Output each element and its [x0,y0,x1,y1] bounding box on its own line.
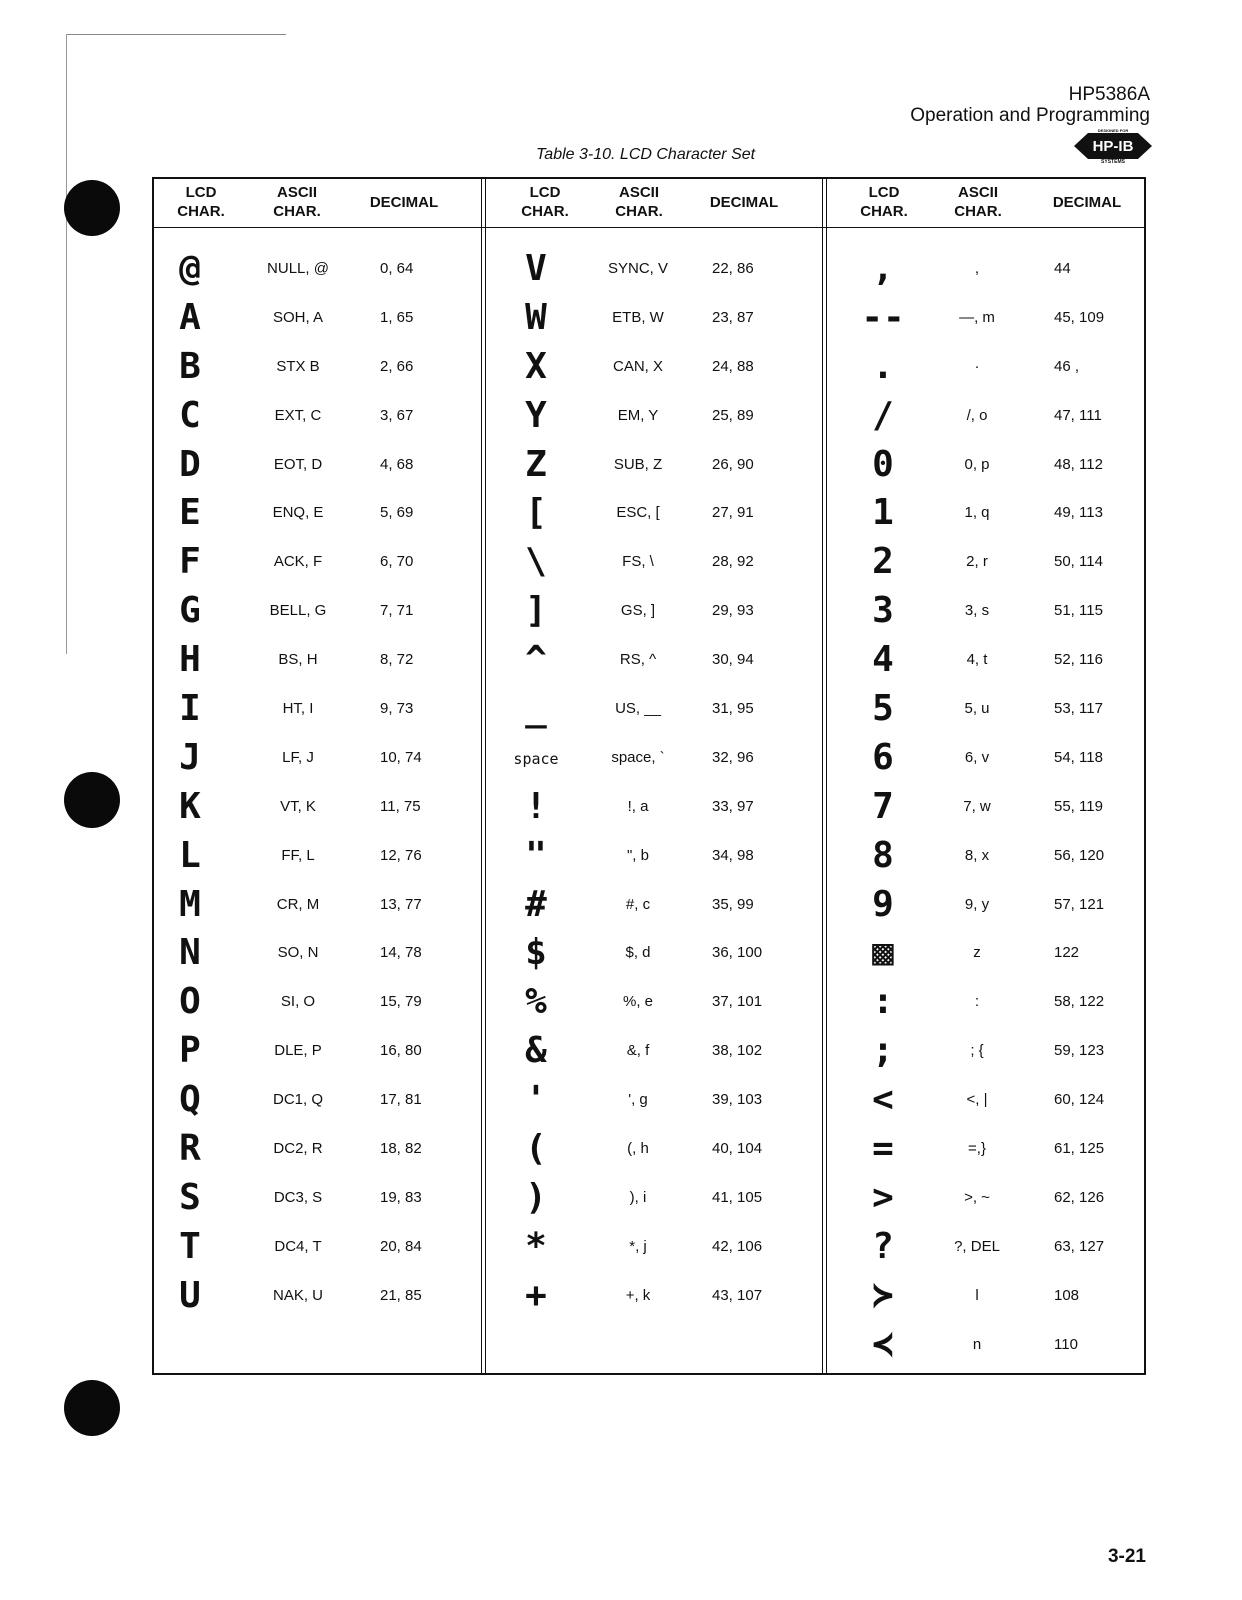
decimal-value: 43, 107 [712,1286,763,1304]
punch-hole [64,1380,120,1436]
ascii-char: 8, x [964,846,990,864]
ascii-char: *, j [629,1237,647,1255]
table-row [486,589,822,638]
table-row [486,1176,822,1225]
ascii-char: DLE, P [274,1042,322,1060]
decimal-value: 16, 80 [380,1042,422,1060]
table-row [486,638,822,687]
lcd-glyph: P [179,1030,201,1072]
lcd-glyph: D [179,443,201,485]
lcd-glyph: W [525,296,547,338]
table-row [154,785,481,834]
table-row [154,247,481,296]
decimal-value: 2, 66 [380,357,414,375]
ascii-char: 0, p [964,455,990,473]
lcd-glyph: ≻ [872,1274,894,1316]
decimal-value: 1, 65 [380,308,414,326]
decimal-value: 63, 127 [1054,1237,1105,1255]
table-row [827,1176,1144,1225]
ascii-char: ACK, F [273,553,323,571]
table-row [154,834,481,883]
block-rows [827,247,1144,1371]
ascii-char: 7, w [963,797,991,815]
lcd-glyph: J [179,736,201,778]
decimal-value: 13, 77 [380,895,422,913]
table-row [154,1176,481,1225]
table-row [827,540,1144,589]
decimal-value: 29, 93 [712,602,754,620]
decimal-value: 34, 98 [712,846,754,864]
ascii-char: —, m [959,308,995,326]
table-row [827,443,1144,492]
punch-hole [64,772,120,828]
lcd-glyph: -- [861,296,905,338]
decimal-value: 52, 116 [1054,651,1103,669]
decimal-value: 110 [1054,1335,1078,1353]
decimal-value: 59, 123 [1054,1042,1105,1060]
lcd-glyph: ? [872,1225,894,1267]
ascii-char: EM, Y [617,406,659,424]
hpib-logo [1074,129,1152,163]
decimal-value: 40, 104 [712,1140,763,1158]
ascii-char: /, o [966,406,988,424]
lcd-glyph: 0 [872,443,894,485]
table-row [827,785,1144,834]
ascii-char: LF, J [282,748,314,766]
ascii-char: HT, I [282,700,314,718]
decimal-value: 47, 111 [1054,406,1102,424]
table-row [486,1029,822,1078]
header-lcd-char: LCD CHAR. [860,184,908,220]
lcd-glyph: \ [525,541,547,583]
block-rows [486,247,822,1323]
ascii-char: $, d [625,944,651,962]
lcd-glyph: L [179,834,201,876]
table-row [827,834,1144,883]
table-row [154,296,481,345]
table-row [486,687,822,736]
ascii-char: >, ~ [964,1188,990,1206]
lcd-glyph: + [525,1274,547,1316]
ascii-char: 6, v [964,748,990,766]
lcd-glyph: @ [179,248,201,289]
punch-hole [64,180,120,236]
page-number: 3-21 [1107,1546,1146,1567]
table-row [827,687,1144,736]
lcd-glyph: F [179,541,201,583]
lcd-glyph: # [525,883,547,925]
logo-top-text: DESIGNED FOR [1097,129,1129,133]
decimal-value: 53, 117 [1054,700,1103,718]
header-ascii-char: ASCII CHAR. [273,184,321,220]
decimal-value: 9, 73 [380,700,414,718]
ascii-char: NULL, @ [267,260,329,277]
table-row [486,1225,822,1274]
table-row [827,931,1144,980]
lcd-glyph: Q [179,1079,201,1121]
lcd-glyph: ▩ [872,932,894,974]
decimal-value: 25, 89 [712,406,754,424]
decimal-value: 122 [1054,944,1080,962]
decimal-value: 44 [1054,260,1071,277]
ascii-char: ?, DEL [954,1237,1000,1255]
table-row [827,247,1144,296]
lcd-glyph: Z [525,443,547,485]
lcd-glyph: , [872,248,894,289]
lcd-glyph: < [872,1079,894,1121]
logo-main-text: HP-IB [1092,138,1134,155]
lcd-glyph: ( [525,1128,547,1170]
ascii-char: &, f [626,1042,650,1060]
ascii-char: GS, ] [620,602,656,620]
table-row [827,1274,1144,1323]
decimal-value: 14, 78 [380,944,422,962]
ascii-char: +, k [625,1286,651,1304]
lcd-glyph: & [525,1030,547,1072]
decimal-value: 24, 88 [712,357,754,375]
table-row [486,931,822,980]
table-row [486,345,822,394]
table-row [154,1274,481,1323]
lcd-glyph: : [872,981,894,1023]
decimal-value: 45, 109 [1054,308,1105,326]
decimal-value: 11, 75 [380,797,421,815]
ascii-char: ESC, [ [616,504,660,522]
table-row [486,785,822,834]
table-row [154,980,481,1029]
ascii-char: 2, r [966,553,988,571]
ascii-char: · [974,357,980,375]
lcd-glyph: X [525,345,547,387]
ascii-char: VT, K [280,797,316,815]
decimal-value: 27, 91 [712,504,754,522]
ascii-char: DC4, T [274,1237,322,1255]
header-decimal: DECIMAL [369,194,439,211]
lcd-glyph: 1 [872,492,894,534]
ascii-char: SUB, Z [613,455,663,473]
lcd-glyph: V [525,248,547,289]
lcd-glyph: Y [525,394,547,436]
table-row [154,589,481,638]
decimal-value: 58, 122 [1054,993,1105,1011]
margin-rule-left [66,34,67,654]
decimal-value: 18, 82 [380,1140,422,1158]
table-row [486,736,822,785]
lcd-glyph: 3 [872,590,894,632]
lcd-glyph: " [525,834,547,876]
table-row [827,296,1144,345]
lcd-glyph: A [179,296,201,338]
lcd-glyph: . [872,345,894,387]
lcd-glyph: K [179,785,201,827]
decimal-value: 42, 106 [712,1237,763,1255]
decimal-value: 12, 76 [380,846,422,864]
ascii-char: CR, M [276,895,320,913]
table-row [827,883,1144,932]
ascii-char: SI, O [280,993,316,1011]
decimal-value: 6, 70 [380,553,414,571]
table-caption: Table 3-10. LCD Character Set [536,146,756,163]
ascii-char: BS, H [278,651,318,669]
decimal-value: 46 , [1054,357,1080,375]
decimal-value: 61, 125 [1054,1140,1105,1158]
table-row [154,687,481,736]
header-ascii-char: ASCII CHAR. [954,184,1002,220]
lcd-glyph: S [179,1176,201,1218]
header-ascii-char: ASCII CHAR. [615,184,663,220]
ascii-char: ', g [628,1091,648,1109]
lcd-glyph: ) [525,1176,547,1218]
table-row [154,931,481,980]
table-block-2 [486,179,822,1373]
ascii-char: DC2, R [273,1140,323,1158]
lcd-character-table [152,177,1146,1375]
lcd-glyph: > [872,1176,894,1218]
logo-bottom-text: SYSTEMS [1101,159,1125,163]
table-row [154,491,481,540]
table-row [154,1078,481,1127]
decimal-value: 51, 115 [1054,602,1103,620]
decimal-value: 33, 97 [712,797,754,815]
decimal-value: 35, 99 [712,895,754,913]
table-row [154,345,481,394]
ascii-char: RS, ^ [619,651,657,669]
lcd-glyph: space [513,749,559,768]
ascii-char: SO, N [277,944,319,962]
decimal-value: 23, 87 [712,308,754,326]
lcd-glyph: * [525,1225,547,1267]
ascii-char: STX B [276,357,320,375]
decimal-value: 50, 114 [1054,553,1103,571]
decimal-value: 54, 118 [1054,748,1103,766]
decimal-value: 36, 100 [712,944,763,962]
ascii-char: 3, s [964,602,990,620]
lcd-glyph: O [179,981,201,1023]
table-row [486,296,822,345]
decimal-value: 41, 105 [712,1188,763,1206]
ascii-char: , [974,260,980,277]
decimal-value: 39, 103 [712,1091,763,1109]
decimal-value: 7, 71 [380,602,414,620]
lcd-glyph: % [525,981,547,1023]
decimal-value: 10, 74 [380,748,422,766]
table-row [154,1029,481,1078]
lcd-glyph: ' [525,1079,547,1121]
table-row [486,1127,822,1176]
lcd-glyph: T [179,1225,201,1267]
table-row [827,980,1144,1029]
ascii-char: 9, y [964,895,990,913]
block-rows [154,247,481,1323]
header-decimal: DECIMAL [709,194,779,211]
ascii-char: 1, q [964,504,990,522]
ascii-char: z [973,944,981,962]
lcd-glyph: ; [872,1030,894,1072]
table-row [486,443,822,492]
ascii-char: : [974,993,980,1011]
product-name: HP5386A [1068,84,1150,105]
decimal-value: 28, 92 [712,553,754,571]
header-decimal: DECIMAL [1052,194,1122,211]
ascii-char: 4, t [966,651,988,669]
table-row [827,491,1144,540]
table-row [827,1029,1144,1078]
decimal-value: 56, 120 [1054,846,1105,864]
table-row [154,1225,481,1274]
lcd-glyph: U [179,1274,201,1316]
decimal-value: 4, 68 [380,455,414,473]
decimal-value: 57, 121 [1054,895,1105,913]
table-row [154,736,481,785]
lcd-glyph: I [179,688,201,730]
ascii-char: n [972,1335,982,1353]
table-row [486,883,822,932]
ascii-char: l [975,1286,979,1304]
lcd-glyph: 9 [872,883,894,925]
lcd-glyph: = [872,1128,894,1170]
ascii-char: !, a [627,797,649,815]
ascii-char: ; { [970,1042,984,1060]
decimal-value: 21, 85 [380,1286,422,1304]
lcd-glyph: H [179,639,201,681]
ascii-char: EOT, D [273,455,323,473]
table-row [486,491,822,540]
ascii-char: US, __ [615,700,661,718]
ascii-char: SOH, A [272,308,324,326]
decimal-value: 19, 83 [380,1188,422,1206]
table-row [827,1127,1144,1176]
decimal-value: 60, 124 [1054,1091,1105,1109]
decimal-value: 20, 84 [380,1237,422,1255]
ascii-char: %, e [622,993,653,1011]
decimal-value: 38, 102 [712,1042,763,1060]
decimal-value: 0, 64 [380,260,414,277]
decimal-value: 30, 94 [712,651,754,669]
decimal-value: 62, 126 [1054,1188,1105,1206]
decimal-value: 17, 81 [380,1091,422,1109]
lcd-glyph: ^ [525,639,547,681]
lcd-glyph: M [179,883,201,925]
ascii-char: ENQ, E [272,504,324,522]
table-row [154,443,481,492]
lcd-glyph: E [179,492,201,534]
table-row [154,1127,481,1176]
lcd-glyph: 2 [872,541,894,583]
decimal-value: 22, 86 [712,260,754,277]
section-title: Operation and Programming [910,105,1150,126]
decimal-value: 3, 67 [380,406,414,424]
ascii-char: NAK, U [272,1286,323,1304]
decimal-value: 108 [1054,1286,1080,1304]
table-row [486,247,822,296]
lcd-glyph: B [179,345,201,387]
lcd-glyph: G [179,590,201,632]
lcd-glyph: 8 [872,834,894,876]
decimal-value: 15, 79 [380,993,422,1011]
ascii-char: CAN, X [612,357,663,375]
ascii-char: BELL, G [269,602,327,620]
decimal-value: 48, 112 [1054,455,1103,473]
ascii-char: FF, L [281,846,315,864]
table-block-3 [827,179,1144,1373]
table-row [486,394,822,443]
lcd-glyph: ] [525,590,547,632]
decimal-value: 37, 101 [712,993,763,1011]
ascii-char: 5, u [964,700,990,718]
lcd-glyph: 5 [872,688,894,730]
ascii-char: FS, \ [622,553,654,571]
ascii-char: EXT, C [274,406,322,424]
decimal-value: 5, 69 [380,504,414,522]
lcd-glyph: ≺ [872,1323,894,1365]
lcd-glyph: _ [525,688,547,730]
lcd-glyph: [ [525,492,547,534]
ascii-char: ), i [629,1188,647,1206]
ascii-char: #, c [625,895,651,913]
table-block-1 [154,179,481,1373]
table-row [154,883,481,932]
table-row [486,1078,822,1127]
lcd-glyph: 7 [872,785,894,827]
ascii-char: ", b [626,846,649,864]
decimal-value: 8, 72 [380,651,414,669]
table-row [154,638,481,687]
decimal-value: 32, 96 [712,748,754,766]
decimal-value: 49, 113 [1054,504,1103,522]
ascii-char: <, | [966,1091,988,1109]
lcd-glyph: C [179,394,201,436]
table-row [154,394,481,443]
ascii-char: SYNC, V [607,260,668,277]
table-row [486,540,822,589]
table-row [827,394,1144,443]
table-row [827,1225,1144,1274]
decimal-value: 55, 119 [1054,797,1103,815]
decimal-value: 31, 95 [712,700,754,718]
header-lcd-char: LCD CHAR. [521,184,569,220]
lcd-glyph: 4 [872,639,894,681]
margin-rule-top [66,34,286,35]
table-row [827,1078,1144,1127]
table-row [827,589,1144,638]
table-row [154,540,481,589]
ascii-char: =,} [968,1140,986,1158]
table-row [486,980,822,1029]
ascii-char: space, ` [611,748,665,766]
ascii-char: ETB, W [612,308,664,326]
table-row [827,638,1144,687]
ascii-char: DC3, S [273,1188,323,1206]
table-row [486,1274,822,1323]
table-row [827,345,1144,394]
table-row [486,834,822,883]
lcd-glyph: ! [525,785,547,827]
ascii-char: DC1, Q [272,1091,323,1109]
decimal-value: 26, 90 [712,455,754,473]
lcd-glyph: R [179,1128,201,1170]
lcd-glyph: 6 [872,736,894,778]
lcd-glyph: / [872,394,894,436]
ascii-char: (, h [627,1140,649,1158]
lcd-glyph: N [179,932,201,974]
header-lcd-char: LCD CHAR. [177,184,225,220]
table-row [827,1323,1144,1372]
table-row [827,736,1144,785]
lcd-glyph: $ [525,932,547,974]
